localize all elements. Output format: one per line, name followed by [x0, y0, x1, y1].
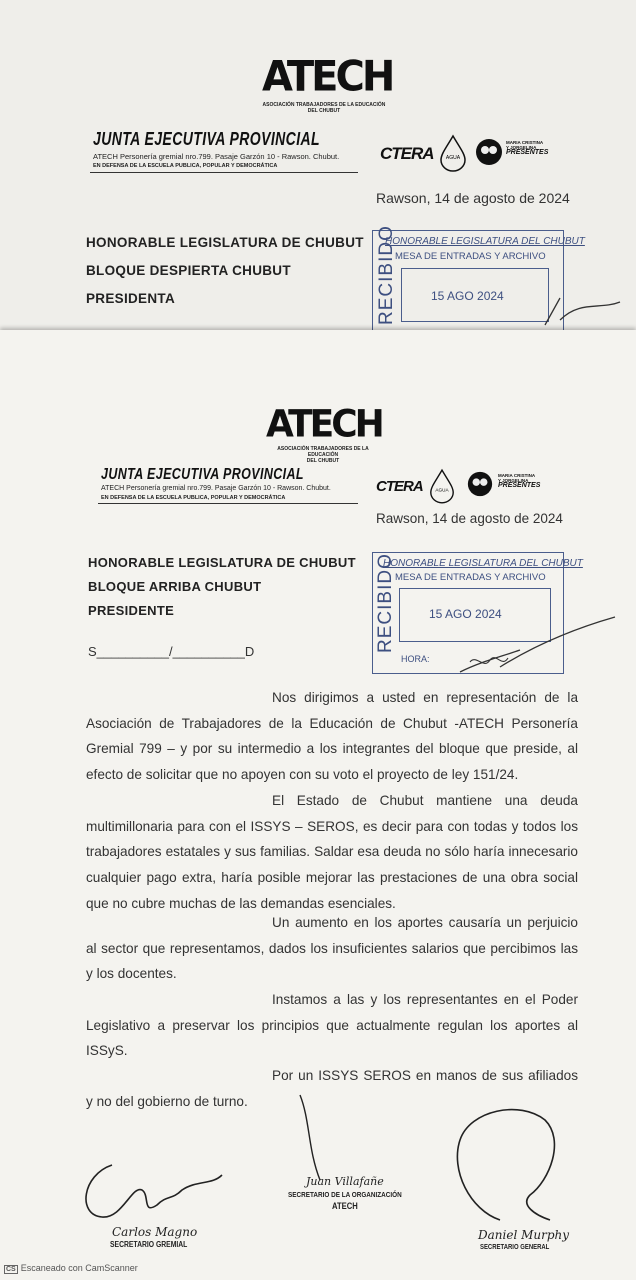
received-stamp: HONORABLE LEGISLATURA DEL CHUBUT MESA DE ENTRADAS Y ARCHIVO RECIBIDO 15 AGO 2024 — [372, 230, 564, 330]
presentes-badge: MARIA CRISTINA Y JORGELINA PRESENTES — [498, 473, 541, 489]
faces-emblem-icon — [474, 137, 504, 167]
signatory-org-2: ATECH — [332, 1201, 358, 1211]
atech-logo: ATECH — [266, 402, 382, 447]
faces-emblem-icon — [466, 470, 494, 498]
addressee-line-3: PRESIDENTA — [86, 291, 176, 306]
svg-text:AGUA: AGUA — [435, 487, 449, 493]
signatory-role-3: SECRETARIO GENERAL — [480, 1244, 550, 1251]
salutation-line: S__________/__________D — [88, 644, 255, 659]
signatory-name-3: Daniel Murphy — [478, 1228, 570, 1242]
ctera-logo: CTERA — [376, 478, 423, 495]
header-rule — [90, 172, 358, 173]
junta-title: JUNTA EJECUTIVA PROVINCIAL — [93, 129, 321, 149]
atech-logo: ATECH — [262, 52, 393, 102]
signature-scribble-1 — [72, 1145, 232, 1225]
letter-sheet-1 — [0, 0, 636, 330]
stamp-date: 15 AGO 2024 — [431, 289, 504, 303]
addressee-line-1: HONORABLE LEGISLATURA DE CHUBUT — [86, 235, 364, 250]
camscanner-icon: CS — [6, 1266, 16, 1273]
tagline: EN DEFENSA DE LA ESCUELA PUBLICA, POPULAR Y DEMOCRÁTICA — [93, 163, 278, 169]
addressee-line-3: PRESIDENTE — [88, 603, 175, 618]
presentes-badge: MARIA CRISTINA Y JORGELINA PRESENTES — [506, 140, 549, 156]
addressee-line-1: HONORABLE LEGISLATURA DE CHUBUT — [88, 555, 356, 570]
tagline: EN DEFENSA DE LA ESCUELA PUBLICA, POPULAR Y DEMOCRÁTICA — [101, 495, 286, 501]
body-paragraph-5: Por un ISSYS SEROS en manos de sus afiliados y no del gobierno de turno. — [86, 1068, 578, 1109]
stamp-hour-label: HORA: — [401, 654, 430, 664]
svg-text:AGUA: AGUA — [445, 155, 461, 161]
letter-date: Rawson, 14 de agosto de 2024 — [376, 511, 563, 526]
body-paragraph-4: Instamos a las y los representantes en el Poder Legislativo a preservar los principios que actualmente regulan los aportes al ISSyS. — [86, 992, 578, 1059]
handwritten-mark — [540, 290, 630, 330]
signatory-name-2: Juan Villafañe — [306, 1175, 384, 1188]
water-drop-icon — [428, 468, 456, 504]
addressee-line-2: BLOQUE ARRIBA CHUBUT — [88, 579, 262, 594]
received-stamp: HONORABLE LEGISLATURA DEL CHUBUT MESA DE ENTRADAS Y ARCHIVO RECIBIDO 15 AGO 2024 HORA: — [372, 552, 564, 674]
signatory-name-1: Carlos Magno — [112, 1225, 198, 1239]
body-paragraph-1: Nos dirigimos a usted en representación de la Asociación de Trabajadores de la Educación de Chubut -ATECH Personería Gremial 799 – y por su intermedio a los integrantes del bloque que preside, al efecto de solicitar que no apoyen con su voto el proyecto de ley 151/24. — [86, 690, 578, 783]
body-paragraph-2: El Estado de Chubut mantiene una deuda multimillonaria para con el ISSYS – SEROS, es decir para con todas y todos los trabajadores estatales y sus familias. Saldar esa deuda no sólo haría innecesario cualquier pago extra, haría posible mejorar las prestaciones de una obra social que no cubre muchas de las demandas esenciales. — [86, 793, 578, 911]
water-drop-icon — [438, 134, 468, 172]
address-line: ATECH Personería gremial nro.799. Pasaje Garzón 10 - Rawson. Chubut. — [93, 152, 340, 161]
junta-title: JUNTA EJECUTIVA PROVINCIAL — [101, 466, 304, 483]
logo-subtitle: ASOCIACIÓN TRABAJADORES DE LA EDUCACIÓN DEL CHUBUT — [277, 446, 369, 464]
scanner-text: Escaneado con CamScanner — [20, 1263, 138, 1273]
address-line: ATECH Personería gremial nro.799. Pasaje Garzón 10 - Rawson. Chubut. — [101, 485, 331, 492]
signature-scribble-3 — [440, 1100, 580, 1230]
scanner-footer — [4, 1263, 138, 1274]
signatory-role-1: SECRETARIO GREMIAL — [110, 1240, 188, 1249]
body-paragraph-3: Un aumento en los aportes causaría un perjuicio al sector que representamos, dados los insuficientes salarios que percibimos las y los docentes. — [86, 915, 578, 982]
header-rule — [98, 503, 358, 504]
stamp-date: 15 AGO 2024 — [429, 607, 502, 621]
logo-subtitle: ASOCIACIÓN TRABAJADORES DE LA EDUCACIÓN DEL CHUBUT — [262, 102, 386, 114]
letter-date: Rawson, 14 de agosto de 2024 — [376, 190, 570, 206]
letter-sheet-2 — [0, 330, 636, 1280]
addressee-line-2: BLOQUE DESPIERTA CHUBUT — [86, 263, 291, 278]
ctera-logo: CTERA — [380, 144, 434, 163]
handwritten-signature-stamp — [440, 612, 620, 682]
signatory-role-2: SECRETARIO DE LA ORGANIZACIÓN — [288, 1190, 402, 1199]
